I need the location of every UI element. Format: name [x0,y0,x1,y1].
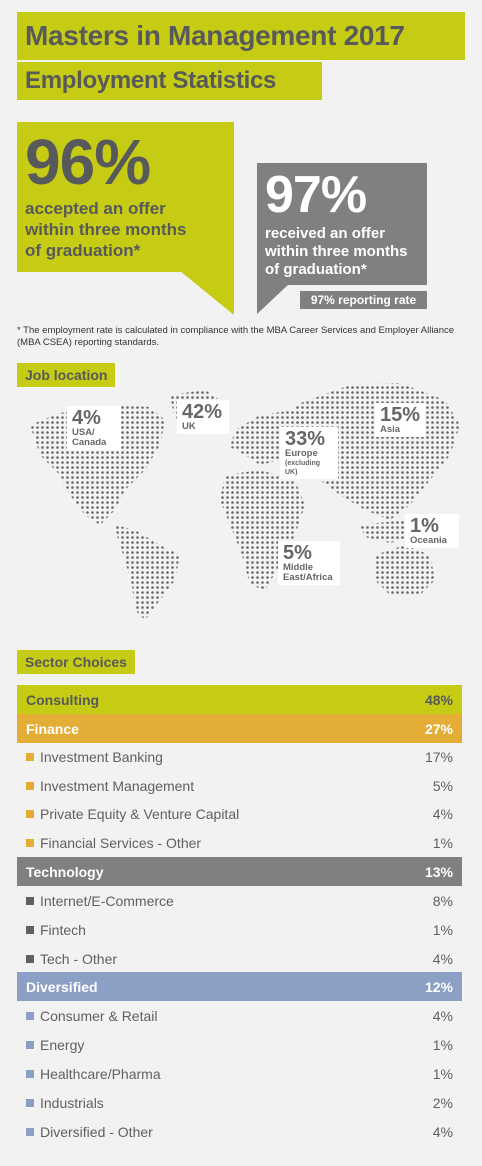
bullet-square-icon [26,1128,34,1136]
bullet-square-icon [26,1012,34,1020]
callout-tail [180,271,234,315]
bullet-square-icon [26,897,34,905]
region-label-usa-canada: 4% USA/ Canada [67,406,121,450]
bullet-square-icon [26,1041,34,1049]
sector-subrow: Consumer & Retail 4% [17,1001,462,1030]
region-label-europe: 33% Europe (excluding UK) [280,427,338,479]
received-line-1: received an offer [265,225,386,242]
job-location-heading: Job location [17,363,115,387]
sector-subrow: Tech - Other 4% [17,944,462,973]
sector-row-diversified: Diversified 12% [17,972,462,1001]
region-label-middle-east-africa: 5% Middle East/Africa [278,541,340,585]
received-offer-callout [257,163,427,285]
bullet-square-icon [26,782,34,790]
bullet-square-icon [26,1070,34,1078]
bullet-square-icon [26,839,34,847]
received-percent: 97% [265,166,367,224]
sector-subrow: Fintech 1% [17,915,462,944]
footnote: * The employment rate is calculated in compliance with the MBA Career Services and Employer Alliance (MBA CSEA) reporting standards. [17,325,455,348]
sector-subrow: Financial Services - Other 1% [17,828,462,857]
sector-subrow: Energy 1% [17,1030,462,1059]
accepted-line-2: within three months [25,220,187,239]
accepted-line-3: of graduation* [25,241,141,260]
bullet-square-icon [26,810,34,818]
accepted-percent: 96% [25,126,151,198]
sector-subrow: Investment Banking 17% [17,742,462,771]
sector-subrow: Internet/E-Commerce 8% [17,886,462,915]
page-subtitle: Employment Statistics [17,62,322,100]
sector-subrow: Investment Management 5% [17,771,462,800]
bullet-square-icon [26,955,34,963]
region-label-uk: 42% UK [177,400,229,434]
bullet-square-icon [26,1099,34,1107]
region-label-asia: 15% Asia [375,403,425,437]
sector-row-technology: Technology 13% [17,857,462,886]
sector-row-finance: Finance 27% [17,714,462,743]
sector-choices-heading: Sector Choices [17,650,135,674]
sector-row-consulting: Consulting 48% [17,685,462,714]
sector-subrow: Healthcare/Pharma 1% [17,1059,462,1088]
callout-tail [257,284,289,314]
accepted-offer-callout [17,122,234,272]
sector-subrow: Private Equity & Venture Capital 4% [17,799,462,828]
region-label-oceania: 1% Oceania [405,514,459,548]
received-line-2: within three months [265,243,408,260]
received-line-3: of graduation* [265,261,367,278]
page-title: Masters in Management 2017 [17,12,465,60]
sector-subrow: Diversified - Other 4% [17,1117,462,1146]
bullet-square-icon [26,926,34,934]
sector-subrow: Industrials 2% [17,1088,462,1117]
bullet-square-icon [26,753,34,761]
reporting-rate-badge: 97% reporting rate [300,291,427,309]
accepted-line-1: accepted an offer [25,199,166,218]
